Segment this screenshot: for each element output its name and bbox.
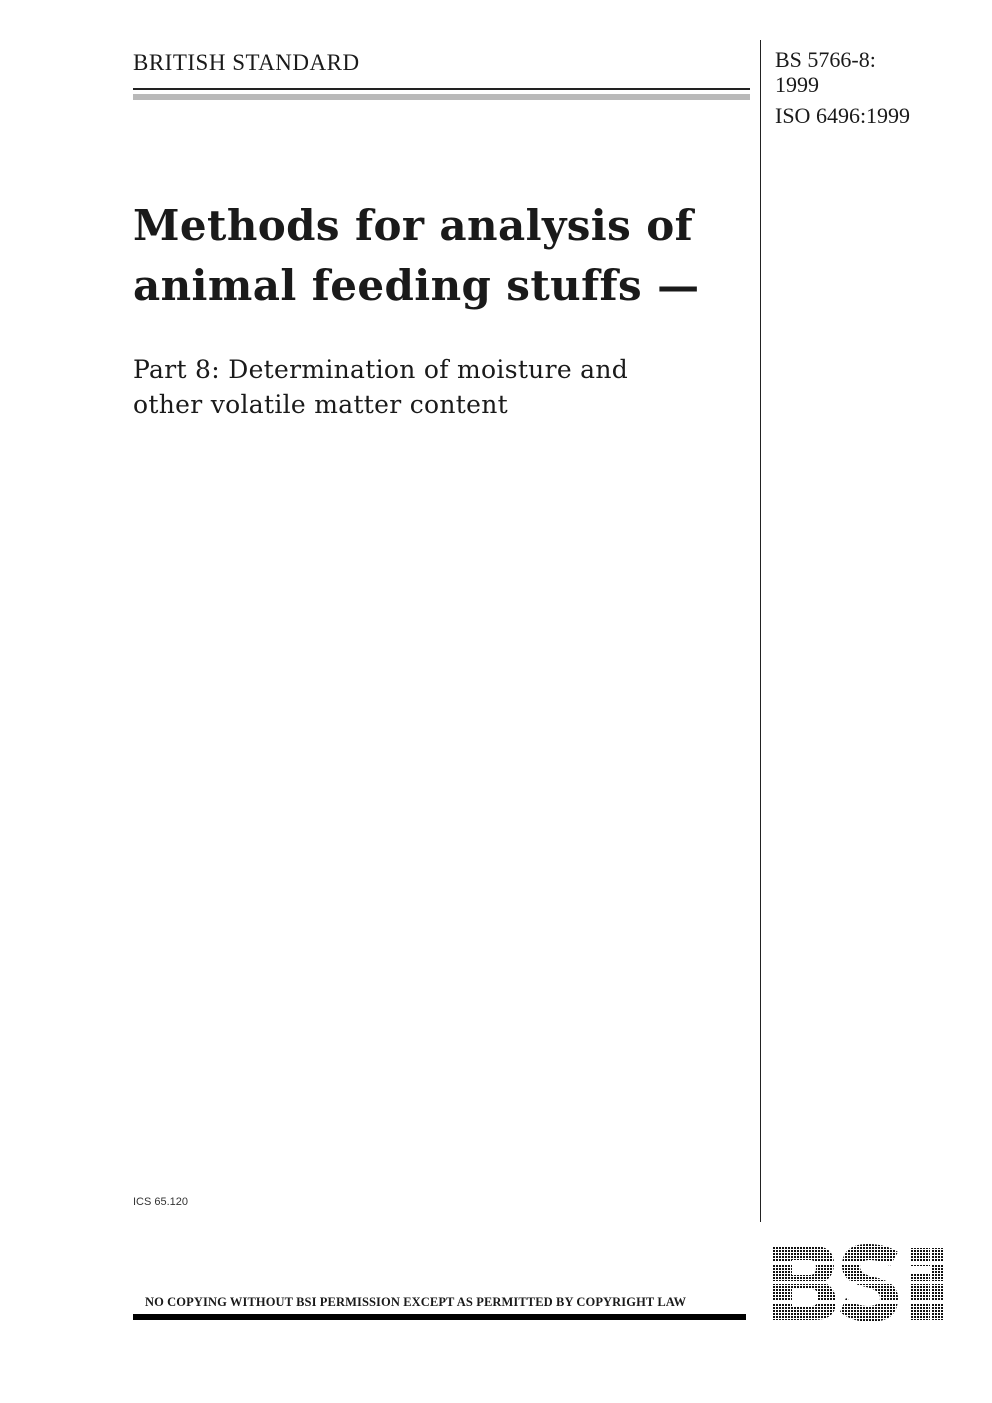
iso-number: ISO 6496:1999 xyxy=(775,103,911,128)
subtitle-line1: Part 8: Determination of moisture and xyxy=(133,355,629,384)
margin-vertical-rule xyxy=(760,40,761,1222)
copyright-notice: NO COPYING WITHOUT BSI PERMISSION EXCEPT AS PERMITTED BY COPYRIGHT LAW xyxy=(145,1295,687,1309)
bs-number-line2: 1999 xyxy=(775,72,819,97)
footer-bar xyxy=(133,1314,746,1320)
bs-number-line1: BS 5766-8: xyxy=(775,47,876,72)
standard-numbers xyxy=(775,47,910,128)
header-rule-thin xyxy=(133,88,750,90)
ics-code: ICS 65.120 xyxy=(133,1196,189,1208)
bsi-logo xyxy=(770,1244,945,1322)
document-title xyxy=(133,196,699,316)
title-line2: animal feeding stuffs — xyxy=(133,261,700,310)
subtitle-line2: other volatile matter content xyxy=(133,390,508,419)
document-subtitle xyxy=(133,352,628,422)
title-line1: Methods for analysis of xyxy=(133,201,694,250)
header-rule-grey xyxy=(133,94,750,100)
document-header-label: BRITISH STANDARD xyxy=(133,50,360,75)
